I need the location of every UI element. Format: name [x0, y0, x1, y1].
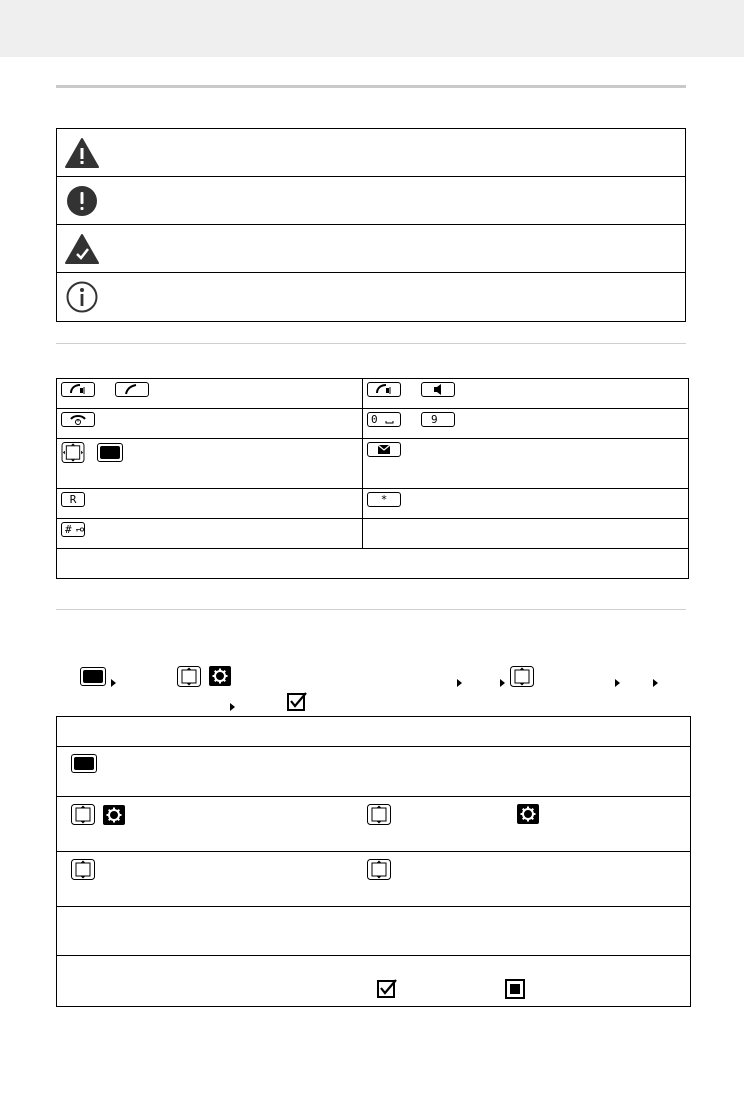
- arrow-right-icon: [230, 703, 235, 711]
- star-key: *: [367, 492, 401, 507]
- checkbox-checked-icon: [377, 979, 398, 999]
- warning-triangle-icon: [65, 137, 99, 169]
- key-table: [56, 378, 689, 579]
- section-divider: [56, 343, 686, 344]
- digit-key-end: 9: [421, 412, 455, 427]
- key-cell-star: [363, 489, 689, 519]
- key-cell-end: [57, 409, 363, 439]
- legend-row-tip: [57, 225, 685, 273]
- step-row-empty: [57, 907, 691, 956]
- arrow-right-icon: [111, 679, 116, 687]
- key-cell-empty: [363, 519, 689, 549]
- step-row-display-key: [57, 747, 691, 797]
- tip-check-badge-icon: [65, 233, 99, 265]
- updown-key-icon: [367, 804, 391, 825]
- step-row-scroll: [57, 852, 691, 907]
- key-cell-talk: [57, 379, 363, 409]
- key-cell-speaker: [363, 379, 689, 409]
- header-band: [0, 0, 744, 57]
- nav-arrow: [111, 672, 116, 691]
- nav-arrow: [500, 672, 505, 691]
- recall-key: R: [61, 492, 85, 507]
- talk-key-icon: [367, 382, 401, 397]
- updown-key-icon: [510, 666, 534, 687]
- control-key-icon: [61, 442, 85, 463]
- gear-icon: [103, 805, 125, 825]
- legend-row-info: [57, 273, 685, 320]
- instruction-display-key: [80, 666, 106, 686]
- updown-key-icon: [367, 859, 391, 880]
- digit-key-start: 0: [367, 412, 401, 427]
- key-cell-hash: [57, 519, 363, 549]
- arrow-right-icon: [500, 679, 505, 687]
- checkbox-checked-icon: [287, 692, 308, 712]
- nav-arrow: [457, 672, 462, 691]
- hash-key: #: [61, 522, 85, 537]
- updown-key-icon: [71, 804, 95, 825]
- important-exclamation-circle-icon: [65, 184, 99, 218]
- icon-legend-box: [56, 128, 686, 322]
- nav-arrow: [615, 672, 620, 691]
- updown-key-icon: [177, 666, 201, 687]
- display-key-icon: [80, 667, 106, 686]
- nav-arrow: [653, 672, 658, 691]
- arrow-right-icon: [653, 679, 658, 687]
- display-key-icon: [71, 754, 97, 773]
- section-divider: [56, 85, 686, 88]
- legend-row-warning: [57, 129, 685, 177]
- display-key-icon: [97, 443, 123, 462]
- key-cell-digits: [363, 409, 689, 439]
- arrow-right-icon: [615, 679, 620, 687]
- checkbox-unchecked-icon: [505, 979, 525, 999]
- key-cell-message: [363, 439, 689, 489]
- updown-key-icon: [71, 859, 95, 880]
- key-table-footer: [57, 549, 689, 579]
- steps-table: [56, 716, 691, 1007]
- key-cell-recall: [57, 489, 363, 519]
- step-row-checkbox: [57, 956, 691, 1007]
- handset-icon: [115, 382, 149, 397]
- legend-row-important: [57, 177, 685, 225]
- arrow-right-icon: [457, 679, 462, 687]
- section-divider: [56, 609, 686, 610]
- nav-arrow: [230, 696, 235, 715]
- gear-icon: [209, 666, 231, 686]
- gear-icon: [517, 804, 539, 824]
- speaker-icon: [421, 382, 455, 397]
- message-envelope-icon: [367, 442, 401, 457]
- talk-key-icon: [61, 382, 95, 397]
- info-circle-icon: [65, 280, 99, 314]
- step-row-settings: [57, 797, 691, 852]
- steps-header-row: [57, 717, 691, 747]
- end-call-icon: [61, 412, 95, 427]
- key-cell-control: [57, 439, 363, 489]
